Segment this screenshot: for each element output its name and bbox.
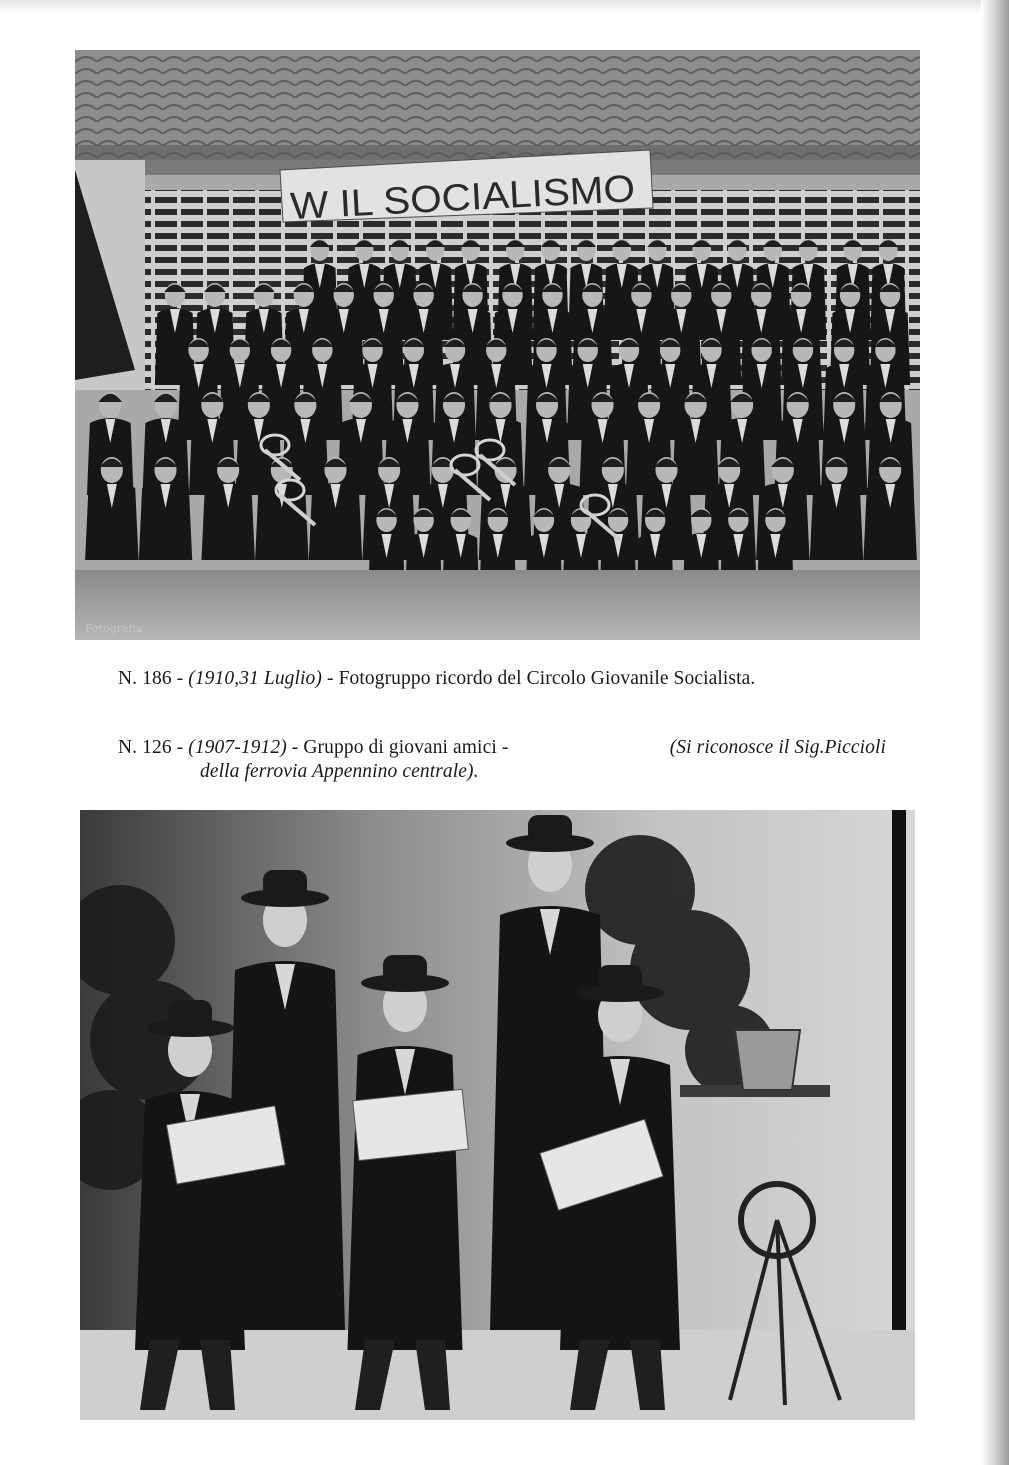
caption-photo-186: N. 186 - (1910,31 Luglio) - Fotogruppo ricordo del Circolo Giovanile Socialista. — [118, 668, 756, 689]
caption-date: (1907-1912) — [188, 737, 287, 758]
group-photo-socialist-circle — [75, 50, 920, 640]
crowd — [85, 239, 917, 610]
banner-text: W IL SOCIALISMO — [289, 169, 615, 229]
photographer-signature: Fotografia — [85, 622, 143, 635]
caption-date: (1910,31 Luglio) — [188, 668, 323, 689]
caption-note-line2: della ferrovia Appennino centrale). — [200, 761, 479, 782]
group-photo-young-friends — [80, 810, 915, 1420]
caption-number: N. 186 — [118, 668, 172, 689]
caption-note-line1: (Si riconosce il Sig.Piccioli — [669, 737, 886, 758]
group-photo-drawing — [75, 50, 920, 640]
caption-text: Fotogruppo ricordo del Circolo Giovanile Socialista. — [338, 668, 756, 689]
page-binding-shadow — [981, 0, 1009, 1465]
caption-number: N. 126 — [118, 737, 172, 758]
caption-photo-126: N. 126 - (1907-1912) - Gruppo di giovani amici - (Si riconosce il Sig.Piccioli della ferrovia Appennino centrale). — [118, 737, 886, 782]
page-top-shadow — [0, 0, 1009, 14]
newspaper — [353, 1089, 469, 1160]
friends-photo-drawing — [80, 810, 915, 1420]
caption-text: Gruppo di giovani amici — [303, 737, 497, 758]
